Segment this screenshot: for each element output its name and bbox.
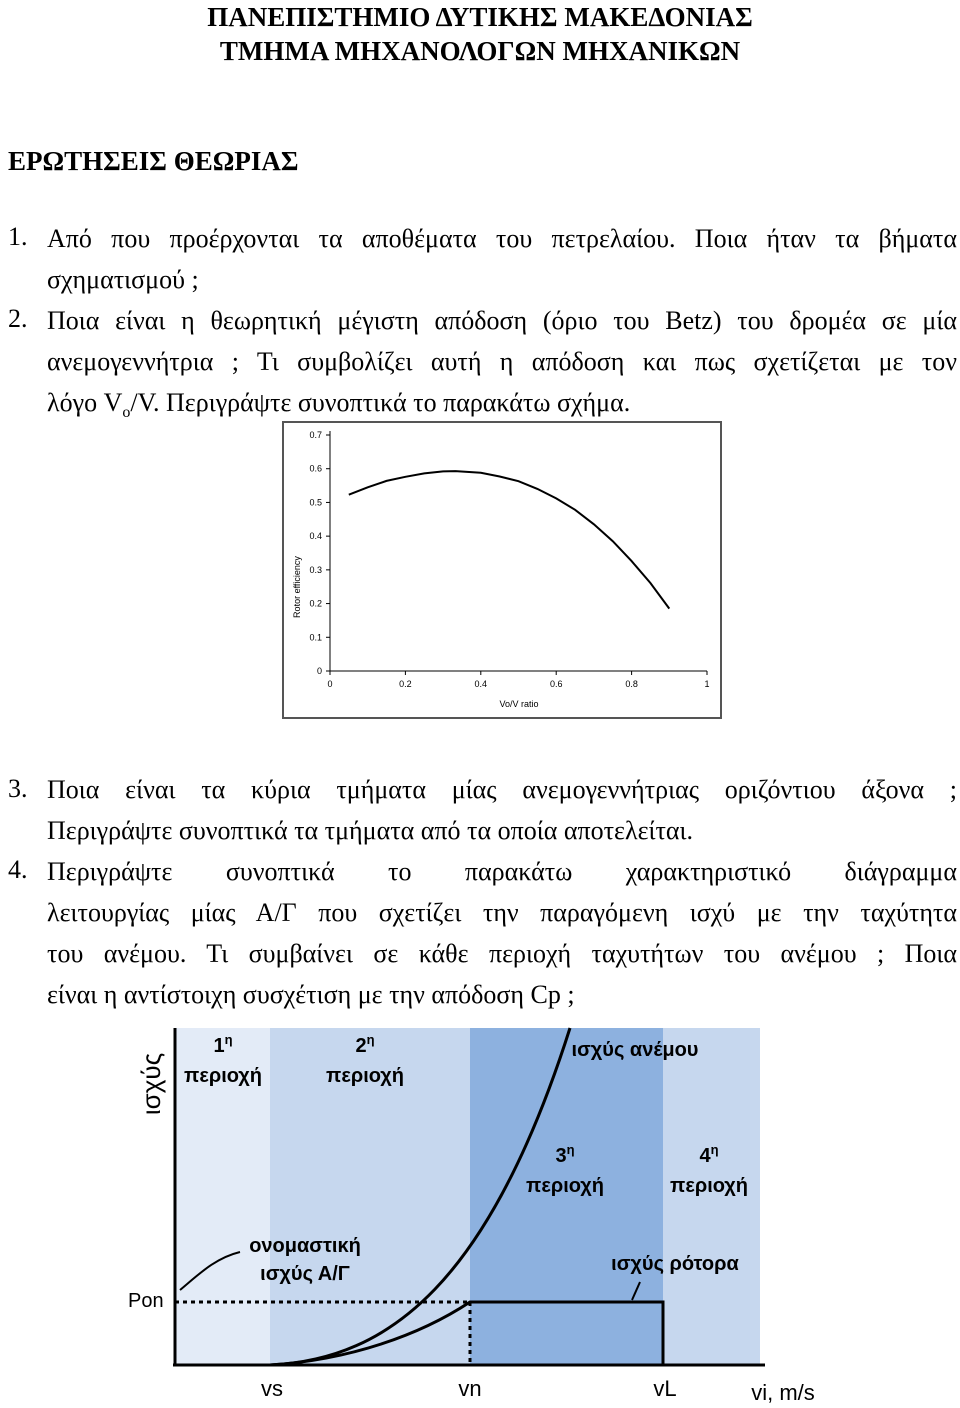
question-4-number: 4. [8,855,28,884]
pon-label: Pon [128,1290,164,1312]
power-curve-diagram [100,1020,860,1408]
y-tick-label: 0 [316,666,322,676]
y-tick-label: 0.4 [309,531,322,542]
question-2-line-1: Ποια είναι η θεωρητική μέγιστη απόδοση (όριο του Betz) του δρομέα σε μία [47,306,957,335]
department-title: ΤΜΗΜΑ ΜΗΧΑΝΟΛΟΓΩΝ ΜΗΧΑΝΙΚΩΝ [219,36,741,66]
x-tick-label: 1 [704,679,710,689]
region-3-number: $3^\eta$ [555,1142,575,1167]
x-tick-label: 0.4 [474,679,488,689]
region-4-number: $4^\eta$ [699,1142,719,1167]
x-tick-label: 0.2 [399,679,412,689]
y-tick-label: 0.5 [309,497,322,508]
region-1-label: περιοχή [184,1065,262,1087]
y-axis-title: ισχύς [136,1052,166,1116]
section-title: ΕΡΩΤΗΣΕΙΣ ΘΕΩΡΙΑΣ [8,146,299,176]
y-tick-label: 0.7 [309,430,322,440]
chart-x-axis-label: Vo/V ratio [499,699,539,709]
question-2-line-3: λόγο $V_o/V$. Περιγράψτε συνοπτικά το παρακάτω σχήμα. [47,388,631,422]
question-3-number: 3. [8,774,28,803]
x-tick-label: 0 [327,679,333,689]
question-4-line-4: είναι η αντίστοιχη συσχέτιση με την απόδοση Cp ; [47,980,575,1009]
region-3-label: περιοχή [526,1175,604,1197]
rated-power-label-2: ισχύς Α/Γ [260,1263,350,1285]
university-title: ΠΑΝΕΠΙΣΤΗΜΙΟ ΔΥΤΙΚΗΣ ΜΑΚΕΔΟΝΙΑΣ [207,2,753,32]
region-4-label: περιοχή [670,1175,748,1197]
question-1-line-1: Από που προέρχονται τα αποθέματα του πετρελαίου. Ποια ήταν τα βήματα [47,224,957,253]
vl-label: vL [653,1376,677,1401]
question-1-line-2: σχηματισμού ; [47,265,199,294]
region-1-number: $1^\eta$ [213,1032,233,1057]
rotor-power-label: ισχύς ρότορα [611,1253,739,1275]
region-2-label: περιοχή [326,1065,404,1087]
x-axis-title: vi, m/s [751,1380,815,1405]
wind-power-label: ισχύς ανέμου [571,1039,699,1061]
vn-label: vn [458,1376,482,1401]
question-4-line-3: του ανέμου. Τι συμβαίνει σε κάθε περιοχή ταχυτήτων του ανέμου ; Ποια [47,939,957,968]
y-tick-label: 0.1 [309,632,322,643]
question-4-line-2: λειτουργίας μίας Α/Γ που σχετίζει την παραγόμενη ισχύ με την ταχύτητα [47,898,957,927]
y-tick-label: 0.6 [309,463,322,474]
chart-y-axis-label: Rotor efficiency [292,556,302,618]
question-3-line-1: Ποια είναι τα κύρια τμήματα μίας ανεμογεννήτριας οριζόντιου άξονα ; [47,775,957,804]
question-1-number: 1. [8,222,28,251]
x-tick-label: 0.8 [625,679,638,689]
y-tick-label: 0.3 [309,564,322,575]
region-2-number: $2^\eta$ [355,1032,375,1057]
y-tick-label: 0.2 [309,598,322,609]
question-4-line-1: Περιγράψτε συνοπτικά το παρακάτω χαρακτηριστικό διάγραμμα [47,857,957,886]
x-tick-label: 0.6 [549,679,563,689]
question-2-line-2: ανεμογεννήτρια ; Τι συμβολίζει αυτή η απόδοση και πως σχετίζεται με τον [47,347,957,376]
vs-label: vs [261,1376,283,1401]
question-3-line-2: Περιγράψτε συνοπτικά τα τμήματα από τα οποία αποτελείται. [47,816,694,845]
rated-power-label-1: ονομαστική [249,1235,361,1257]
chart-frame [283,422,721,718]
rotor-efficiency-chart [282,421,722,719]
question-2-number: 2. [8,304,28,333]
